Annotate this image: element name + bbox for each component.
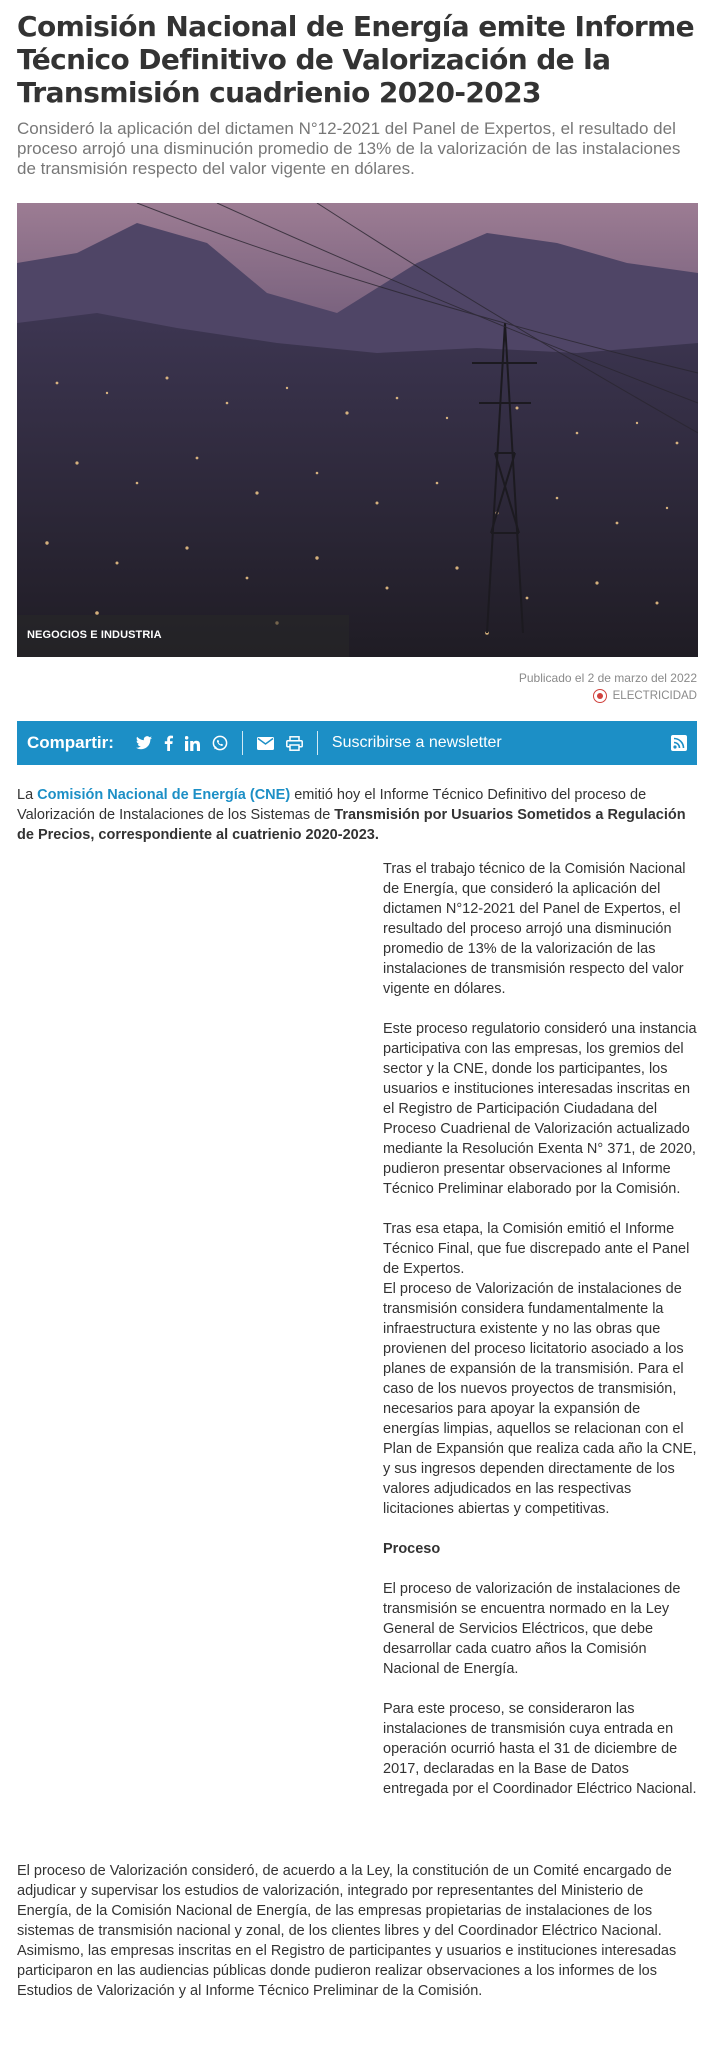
article-title: Comisión Nacional de Energía emite Informe Técnico Definitivo de Valorización de la Transmisión cuadrienio 2020-2023 [17, 10, 695, 109]
lead-bold: Transmisión por Usuarios Sometidos a Regulación de Precios, correspondiente al cuatrienio 2020-2023. [17, 807, 686, 843]
print-icon[interactable] [286, 736, 303, 751]
share-bar [17, 721, 697, 765]
article-lead [17, 785, 697, 845]
linkedin-icon[interactable] [185, 736, 200, 751]
publish-date: Publicado el 2 de marzo del 2022 [518, 671, 697, 685]
twitter-icon[interactable] [136, 736, 152, 750]
lead-text: emitió hoy el Informe Técnico Definitivo del proceso de Valorización de Instalaciones de los Sistemas de [17, 787, 647, 823]
rss-icon[interactable] [671, 735, 687, 751]
email-icon[interactable] [257, 737, 274, 750]
share-actions [257, 736, 303, 751]
category-dot-icon [593, 689, 607, 703]
embed-placeholder [17, 859, 383, 1861]
lead-prefix: La [17, 787, 38, 803]
hero-image [17, 203, 698, 657]
section-heading-text: Proceso [383, 1541, 441, 1557]
category-link[interactable] [17, 687, 697, 705]
category-label: ELECTRICIDAD [612, 690, 697, 702]
body-paragraph-5: El proceso de valorización de instalaciones de transmisión se encuentra normado en la Ley General de Servicios Eléctricos, que debe desarrollar cada cuatro años la Comisión Nacional de Energía. [383, 1581, 681, 1677]
article-body [17, 859, 697, 2001]
share-icons [136, 735, 228, 751]
share-divider-2 [317, 731, 318, 755]
share-divider [242, 731, 243, 755]
body-paragraph-2: Este proceso regulatorio consideró una instancia participativa con las empresas, los gremios del sector y la CNE, donde los participantes, los usuarios e instituciones interesadas inscritas en el Registro de Participación Ciudadana del Proceso Cuadrienal de Valorización actualizado mediante la Resolución Exenta N° 371, de 2020, pudieron presentar observaciones al Informe Técnico Preliminar elaborado por la Comisión. [383, 1021, 697, 1197]
publish-meta [17, 669, 697, 705]
body-paragraph-1: Tras el trabajo técnico de la Comisión Nacional de Energía, que consideró la aplicación del dictamen N°12-2021 del Panel de Expertos, el resultado del proceso arrojó una disminución promedio de 13% de la valorización de las instalaciones de transmisión respecto del valor vigente en dólares. [383, 861, 686, 997]
share-label: Compartir: [27, 733, 114, 752]
image-category-tag: NEGOCIOS E INDUSTRIA [17, 615, 349, 657]
body-paragraph-3: Tras esa etapa, la Comisión emitió el Informe Técnico Final, que fue discrepado ante el Panel de Expertos. [383, 1221, 690, 1277]
body-paragraph-8: Asimismo, las empresas inscritas en el Registro de participantes y usuarios e instituciones interesadas participaron en las audiencias públicas donde pudieron realizar observaciones a los informes de los Estudios de Valorización y al Informe Técnico Preliminar de la Comisión. [17, 1943, 677, 1999]
city-night-illustration [17, 203, 698, 657]
body-paragraph-6: Para este proceso, se consideraron las instalaciones de transmisión cuya entrada en operación ocurrió hasta el 31 de diciembre de 2017, declaradas en la Base de Datos entregada por el Coordinador Eléctrico Nacional. [383, 1701, 697, 1797]
facebook-icon[interactable] [164, 735, 173, 751]
newsletter-link[interactable]: Suscribirse a newsletter [331, 734, 502, 751]
body-paragraph-7: El proceso de Valorización consideró, de acuerdo a la Ley, la constitución de un Comité encargado de adjudicar y supervisar los estudios de valorización, integrado por representantes del Ministerio de Energía, de la Comisión Nacional de Energía, de las empresas propietarias de instalaciones de los sistemas de transmisión nacional y zonal, de los clientes libres y del Coordinador Eléctrico Nacional. [17, 1863, 672, 1939]
body-paragraph-4: El proceso de Valorización de instalaciones de transmisión considera fundamentalmente la infraestructura existente y no las obras que provienen del proceso licitatorio asociado a los planes de expansión de la transmisión. Para el caso de los nuevos proyectos de transmisión, necesarios para apoyar la expansión de energías limpias, aquellos se relacionan con el Plan de Expansión que realiza cada año la CNE, y sus ingresos dependen directamente de los valores adjudicados en las respectivas licitaciones abiertas y competitivas. [383, 1281, 697, 1517]
whatsapp-icon[interactable] [212, 735, 228, 751]
cne-link[interactable]: Comisión Nacional de Energía (CNE) [37, 787, 291, 803]
article-subtitle: Consideró la aplicación del dictamen N°12-2021 del Panel de Expertos, el resultado del proceso arrojó una disminución promedio de 13% de la valorización de las instalaciones de transmisión respecto del valor vigente en dólares. [17, 119, 681, 178]
